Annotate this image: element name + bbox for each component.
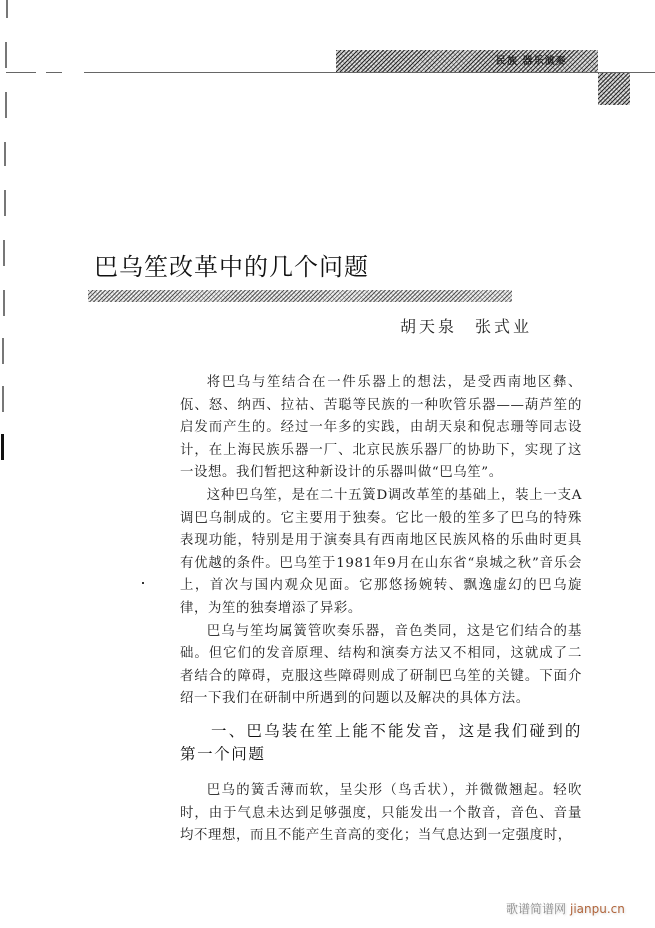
watermark-site-name: 歌谱简谱网: [506, 902, 567, 916]
author-name: 张式业: [475, 317, 533, 336]
binding-mark: [1, 434, 4, 460]
binding-mark: [2, 338, 4, 364]
body-paragraph: 巴乌与笙均属簧管吹奏乐器，音色类同，这是它们结合的基础。但它们的发音原理、结构和演奏方法又不相同，这就成了二者结合的障碍，克服这些障碍则成了研制巴乌笙的关键。下面介绍一下我们在研制中所遇到的问题以及解决的具体方法。: [180, 623, 582, 707]
site-watermark: [506, 900, 625, 917]
article-authors: [400, 314, 532, 337]
running-header-label: 民族 器乐演奏: [496, 56, 567, 67]
body-paragraph: 这种巴乌笙，是在二十五簧D调改革笙的基础上，装上一支A调巴乌制成的。它主要用于独奏。它比一般的笙多了巴乌的特殊表现功能，特别是用于演奏具有西南地区民族风格的乐曲时更具有优越的条件。巴乌笙于1981年9月在山东省“泉城之秋”音乐会上，首次与国内观众见面。它那悠扬婉转、飘逸虚幻的巴乌旋律，为笙的独奏增添了异彩。: [180, 487, 582, 616]
body-paragraph: 巴乌的簧舌薄而软，呈尖形（鸟舌状），并微微翘起。轻吹时，由于气息未达到足够强度，只能发出一个散音，音色、音量均不理想，而且不能产生音高的变化；当气息达到一定强度时，: [180, 782, 582, 844]
article-body: [180, 372, 582, 848]
binding-mark: [3, 290, 5, 316]
title-underline-band: [88, 290, 512, 302]
running-header-band: [336, 50, 598, 72]
binding-mark: [2, 386, 4, 412]
header-rule-gap: [62, 71, 84, 74]
binding-mark: [6, 0, 8, 18]
header-rule-gap: [36, 71, 46, 74]
binding-mark: [3, 240, 5, 266]
binding-mark: [4, 142, 6, 166]
article-title: 巴乌笙改革中的几个问题: [94, 253, 369, 281]
binding-mark: [5, 42, 7, 68]
binding-mark: [5, 92, 7, 118]
page-number-tab: [598, 73, 630, 105]
body-paragraph: 将巴乌与笙结合在一件乐器上的想法，是受西南地区彝、佤、怒、纳西、拉祜、苦聪等民族的一种吹管乐器——葫芦笙的启发而产生的。经过一年多的实践，由胡天泉和倪志珊等同志设计，在上海民族乐器一厂、北京民族乐器厂的协助下，实现了这一设想。我们暂把这种新设计的乐器叫做“巴乌笙”。: [180, 375, 582, 481]
watermark-url: jianpu.cn: [570, 902, 625, 916]
binding-mark: [4, 190, 6, 216]
section-heading: 一、巴乌装在笙上能不能发音，这是我们碰到的第一个问题: [180, 721, 582, 763]
author-name: 胡天泉: [400, 317, 458, 336]
header-rule: [6, 72, 655, 73]
scan-speck: [142, 582, 144, 584]
